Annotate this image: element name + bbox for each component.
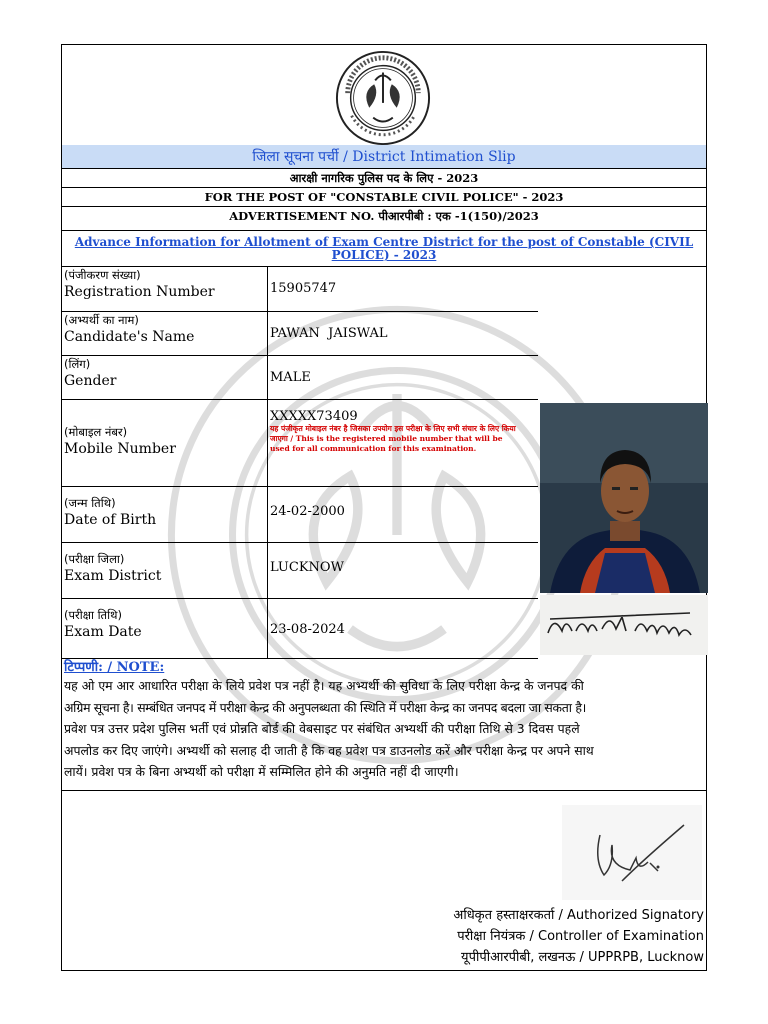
district-label [62, 543, 268, 599]
intimation-slip [61, 44, 707, 971]
dob-label-hi: (जन्म तिथि) [64, 496, 116, 510]
dob-label [62, 487, 268, 543]
note-heading: टिप्पणी: / NOTE: [64, 660, 165, 675]
note-section [62, 655, 706, 791]
name-label-en: Candidate's Name [64, 329, 195, 345]
exam-date-label-hi: (परीक्षा तिथि) [64, 608, 122, 622]
name-label-hi: (अभ्यर्थी का नाम) [64, 313, 139, 327]
logo-area [62, 45, 706, 146]
candidate-photo [540, 403, 708, 593]
mobile-cell [268, 400, 538, 487]
mobile-label [62, 400, 268, 487]
post-title-hindi: आरक्षी नागरिक पुलिस पद के लिए - 2023 [62, 169, 706, 188]
registration-value: 15905747 [268, 267, 538, 312]
district-value: LUCKNOW [268, 543, 538, 599]
controller-of-examination: परीक्षा नियंत्रक / Controller of Examination [457, 929, 704, 944]
gender-label [62, 356, 268, 400]
handwritten-signature-icon [540, 595, 708, 655]
mobile-value: XXXXX73409 [270, 409, 358, 424]
gender-label-hi: (लिंग) [64, 357, 91, 371]
note-line-3: प्रवेश पत्र उत्तर प्रदेश पुलिस भर्ती एवं प्रोन्नति बोर्ड की वेबसाइट पर संबंधित अभ्यर्थी की परीक्षा तिथि से 3 दिवस पहले [64, 721, 580, 736]
mobile-label-hi: (मोबाइल नंबर) [64, 425, 128, 439]
authority-signature-icon [562, 805, 702, 900]
registration-label-hi: (पंजीकरण संख्या) [64, 268, 141, 282]
dob-label-en: Date of Birth [64, 512, 157, 528]
registration-label-en: Registration Number [64, 284, 215, 300]
registration-label [62, 267, 268, 312]
slip-title: जिला सूचना पर्ची / District Intimation Slip [62, 145, 706, 169]
note-line-4: अपलोड कर दिए जाएंगे। अभ्यर्थी को सलाह दी जाती है कि वह प्रवेश पत्र डाउनलोड करें और परीक्षा केन्द्र पर अपने साथ [64, 742, 594, 758]
candidate-signature [540, 595, 708, 655]
gender-label-en: Gender [64, 373, 117, 389]
upprpb-lucknow: यूपीपीआरपीबी, लखनऊ / UPPRPB, Lucknow [461, 950, 704, 965]
exam-date-value: 23-08-2024 [268, 599, 538, 659]
district-label-en: Exam District [64, 568, 162, 584]
exam-date-label-en: Exam Date [64, 624, 142, 640]
mobile-label-en: Mobile Number [64, 441, 176, 457]
post-title-english: FOR THE POST OF "CONSTABLE CIVIL POLICE" - 2023 [62, 188, 706, 207]
gender-value: MALE [268, 356, 538, 400]
advertisement-number: ADVERTISEMENT NO. पीआरपीबी : एक -1(150)/2023 [62, 207, 706, 231]
candidate-photo-icon [540, 403, 708, 593]
dob-value: 24-02-2000 [268, 487, 538, 543]
note-line-5: लायें। प्रवेश पत्र के बिना अभ्यर्थी को परीक्षा में सम्मिलित होने की अनुमति नहीं दी जाएगी। [64, 764, 459, 779]
note-line-2: अग्रिम सूचना है। सम्बंधित जनपद में परीक्षा केन्द्र की अनुपलब्धता की स्थिति में परीक्षा केन्द्र का जनपद बदला जा सकता है। [64, 699, 586, 715]
exam-date-label [62, 599, 268, 659]
authorized-signatory: अधिकृत हस्ताक्षरकर्ता / Authorized Signatory [453, 908, 704, 923]
district-label-hi: (परीक्षा जिला) [64, 552, 125, 566]
upprpb-emblem-icon [334, 49, 432, 147]
mobile-note: यह पंजीकृत मोबाइल नंबर है जिसका उपयोग इस परीक्षा के लिए सभी संचार के लिए किया जाएगा / This is the registered mobile number that will be used for all communication for this examination. [270, 424, 516, 453]
note-line-1: यह ओ एम आर आधारित परीक्षा के लिये प्रवेश पत्र नहीं है। यह अभ्यर्थी की सुविधा के लिए परीक्षा केन्द्र के जनपद की [64, 678, 584, 693]
name-value: PAWAN JAISWAL [268, 312, 538, 356]
name-label [62, 312, 268, 356]
authority-block [453, 905, 704, 968]
advance-info-link[interactable]: Advance Information for Allotment of Exam Centre District for the post of Constable (CIVIL POLICE) - 2023 [62, 231, 706, 267]
